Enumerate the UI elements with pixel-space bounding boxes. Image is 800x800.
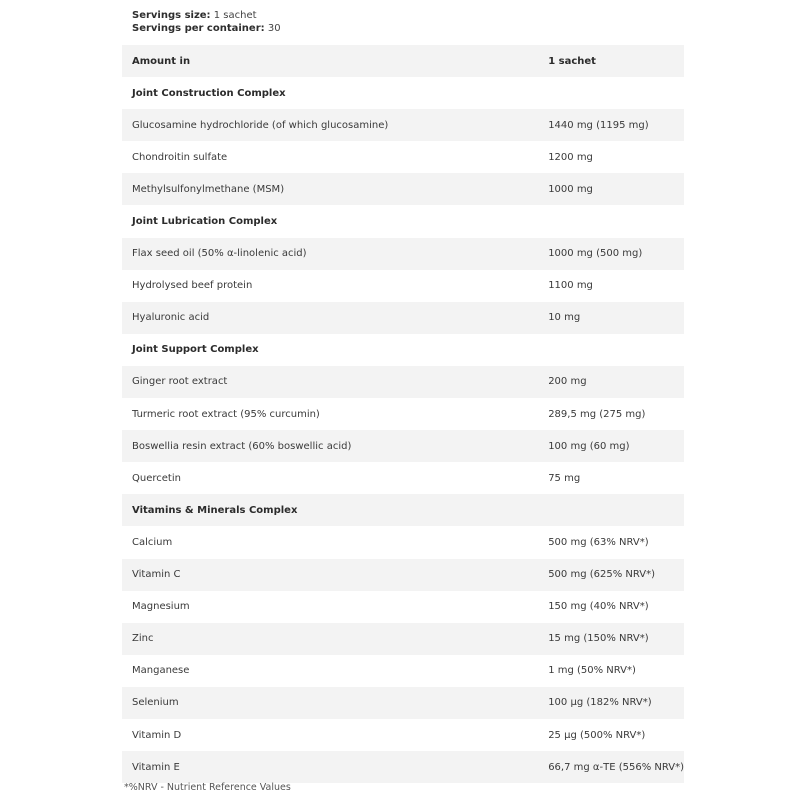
ingredient-name: Turmeric root extract (95% curcumin) <box>132 408 320 420</box>
ingredient-name: Ginger root extract <box>132 376 228 388</box>
ingredient-name: Methylsulfonylmethane (MSM) <box>132 183 285 195</box>
ingredient-name: Magnesium <box>132 601 190 613</box>
section-title: Joint Support Complex <box>132 344 259 356</box>
table-row <box>122 398 684 430</box>
servings-per-container-label: Servings per container: <box>132 23 265 34</box>
ingredient-amount: 1 mg (50% NRV*) <box>548 665 636 677</box>
ingredient-name: Manganese <box>132 665 190 677</box>
ingredient-name: Hydrolysed beef protein <box>132 280 253 292</box>
ingredient-name: Chondroitin sulfate <box>132 151 228 163</box>
serving-size-line <box>132 9 281 22</box>
ingredient-name: Selenium <box>132 697 179 709</box>
section-row <box>122 77 684 109</box>
ingredient-amount: 1440 mg (1195 mg) <box>548 119 649 131</box>
table-row <box>122 173 684 205</box>
table-row <box>122 655 684 687</box>
section-row <box>122 334 684 366</box>
ingredient-amount <box>538 334 684 366</box>
footnote: *%NRV - Nutrient Reference Values <box>124 782 291 793</box>
serving-size-value: 1 sachet <box>213 10 257 21</box>
ingredient-amount: 289,5 mg (275 mg) <box>548 408 646 420</box>
ingredient-amount <box>538 205 684 237</box>
section-row <box>122 205 684 237</box>
ingredient-amount: 500 mg (63% NRV*) <box>548 536 649 548</box>
ingredient-amount: 15 mg (150% NRV*) <box>548 633 649 645</box>
table-row <box>122 366 684 398</box>
ingredient-name: Hyaluronic acid <box>132 312 210 324</box>
section-title: Joint Construction Complex <box>132 87 286 99</box>
ingredient-amount: 75 mg <box>548 472 581 484</box>
ingredient-amount: 500 mg (625% NRV*) <box>548 569 656 581</box>
nutrition-table <box>122 45 684 783</box>
table-row <box>122 623 684 655</box>
ingredient-name: Boswellia resin extract (60% boswellic acid) <box>132 440 352 452</box>
table-header-row <box>122 45 684 77</box>
table-row <box>122 719 684 751</box>
section-row <box>122 494 684 526</box>
ingredient-name: Glucosamine hydrochloride (of which glucosamine) <box>132 119 389 131</box>
ingredient-name: Vitamin E <box>132 761 180 773</box>
serving-size-label: Servings size: <box>132 10 211 21</box>
ingredient-amount: 100 mg (60 mg) <box>548 440 630 452</box>
table-row <box>122 591 684 623</box>
table-row <box>122 238 684 270</box>
ingredient-amount: 100 µg (182% NRV*) <box>548 697 652 709</box>
section-title: Vitamins & Minerals Complex <box>132 504 298 516</box>
ingredient-amount: 1000 mg <box>548 183 593 195</box>
ingredient-name: Zinc <box>132 633 154 645</box>
table-row <box>122 270 684 302</box>
ingredient-amount: 200 mg <box>548 376 587 388</box>
table-row <box>122 302 684 334</box>
ingredient-name: Calcium <box>132 536 173 548</box>
ingredient-amount <box>538 494 684 526</box>
ingredient-amount: 66,7 mg α-TE (556% NRV*) <box>548 761 684 773</box>
table-row <box>122 526 684 558</box>
ingredient-amount: 1200 mg <box>548 151 593 163</box>
serving-info <box>132 9 281 35</box>
table-row <box>122 687 684 719</box>
ingredient-name: Vitamin C <box>132 569 181 581</box>
table-row <box>122 141 684 173</box>
table-row <box>122 109 684 141</box>
servings-per-container-value: 30 <box>267 23 281 34</box>
header-name: Amount in <box>132 55 191 67</box>
ingredient-name: Vitamin D <box>132 729 182 741</box>
ingredient-amount <box>538 77 684 109</box>
ingredient-amount: 1000 mg (500 mg) <box>548 248 643 260</box>
ingredient-amount: 1100 mg <box>548 280 593 292</box>
ingredient-amount: 10 mg <box>548 312 581 324</box>
table-row <box>122 430 684 462</box>
header-value: 1 sachet <box>548 55 596 67</box>
table-row <box>122 462 684 494</box>
table-row <box>122 751 684 783</box>
section-title: Joint Lubrication Complex <box>132 216 278 228</box>
ingredient-amount: 25 µg (500% NRV*) <box>548 729 646 741</box>
servings-per-container-line <box>132 22 281 35</box>
table-row <box>122 559 684 591</box>
ingredient-amount: 150 mg (40% NRV*) <box>548 601 649 613</box>
ingredient-name: Flax seed oil (50% α-linolenic acid) <box>132 248 307 260</box>
ingredient-name: Quercetin <box>132 472 181 484</box>
